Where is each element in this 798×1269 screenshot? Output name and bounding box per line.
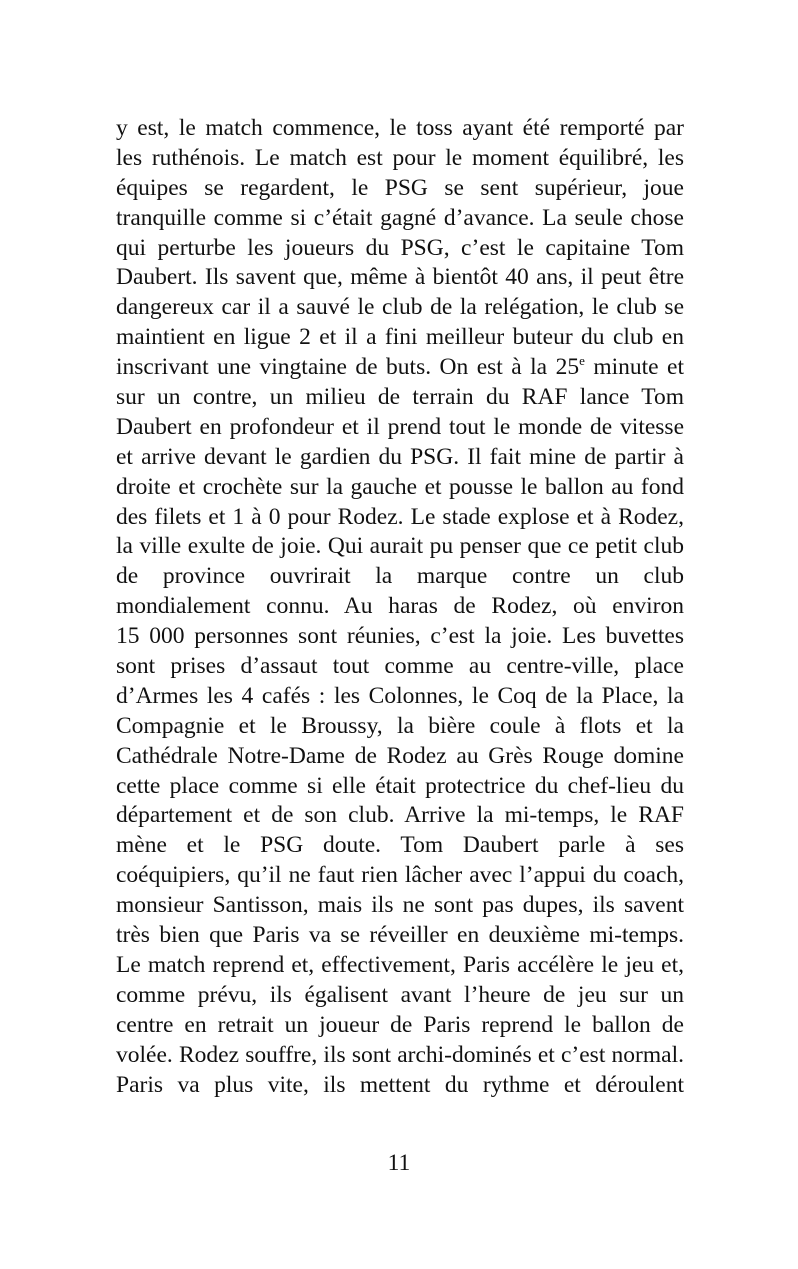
text-line-9-head: inscrivant une vingtaine de buts. On est à la 25 bbox=[116, 354, 580, 381]
text-line-9-tail: minute et bbox=[584, 354, 684, 381]
text-line-18: 15 000 personnes sont réunies, c’est la joie. Les buvettes bbox=[116, 623, 684, 650]
text-line-25: mène et le PSG doute. Tom Daubert parle à ses bbox=[116, 832, 684, 859]
text-line-32: volée. Rodez souffre, ils sont archi-dominés et c’est normal. bbox=[116, 1041, 684, 1068]
text-line-17: mondialement connu. Au haras de Rodez, où environ bbox=[116, 593, 684, 620]
text-line-22: Cathédrale Notre-Dame de Rodez au Grès Rouge domine bbox=[116, 742, 684, 769]
text-line-30: comme prévu, ils égalisent avant l’heure de jeu sur un bbox=[116, 981, 684, 1008]
text-line-26: coéquipiers, qu’il ne faut rien lâcher avec l’appui du coach, bbox=[116, 862, 684, 889]
text-line-31: centre en retrait un joueur de Paris reprend le ballon de bbox=[116, 1011, 684, 1038]
text-line-7: dangereux car il a sauvé le club de la relégation, le club se bbox=[116, 294, 684, 321]
text-line-33: Paris va plus vite, ils mettent du rythme et déroulent bbox=[116, 1071, 684, 1098]
text-line-9 bbox=[116, 353, 684, 383]
text-line-4: tranquille comme si c’était gagné d’avance. La seule chose bbox=[116, 204, 684, 231]
text-line-23: cette place comme si elle était protectrice du chef-lieu du bbox=[116, 772, 684, 799]
text-line-20: d’Armes les 4 cafés : les Colonnes, le Coq de la Place, la bbox=[116, 682, 684, 709]
text-line-28: très bien que Paris va se réveiller en deuxième mi-temps. bbox=[116, 922, 684, 949]
text-line-27: monsieur Santisson, mais ils ne sont pas dupes, ils savent bbox=[116, 892, 684, 919]
text-line-16: de province ouvrirait la marque contre un club bbox=[116, 563, 684, 590]
text-line-21: Compagnie et le Broussy, la bière coule à flots et la bbox=[116, 712, 684, 739]
text-line-14: des filets et 1 à 0 pour Rodez. Le stade explose et à Rodez, bbox=[116, 503, 684, 530]
text-line-8: maintient en ligue 2 et il a fini meilleur buteur du club en bbox=[116, 324, 684, 351]
text-line-29: Le match reprend et, effectivement, Paris accélère le jeu et, bbox=[116, 951, 684, 978]
text-line-10: sur un contre, un milieu de terrain du RAF lance Tom bbox=[116, 384, 684, 411]
text-line-1: y est, le match commence, le toss ayant été remporté par bbox=[116, 115, 684, 141]
text-line-6: Daubert. Ils savent que, même à bientôt 40 ans, il peut être bbox=[116, 264, 684, 291]
page-number: 11 bbox=[387, 1150, 411, 1176]
text-line-13: droite et crochète sur la gauche et pousse le ballon au fond bbox=[116, 473, 684, 500]
text-line-15: la ville exulte de joie. Qui aurait pu penser que ce petit club bbox=[116, 533, 684, 560]
text-line-19: sont prises d’assaut tout comme au centre-ville, place bbox=[116, 653, 684, 680]
text-line-3: équipes se regardent, le PSG se sent supérieur, joue bbox=[116, 174, 684, 201]
text-line-5: qui perturbe les joueurs du PSG, c’est le capitaine Tom bbox=[116, 234, 684, 261]
text-line-12: et arrive devant le gardien du PSG. Il fait mine de partir à bbox=[116, 443, 684, 470]
superscript-e: e bbox=[579, 353, 585, 369]
body-text bbox=[116, 114, 684, 1100]
text-line-2: les ruthénois. Le match est pour le moment équilibré, les bbox=[116, 144, 684, 171]
text-line-24: département et de son club. Arrive la mi-temps, le RAF bbox=[116, 802, 684, 829]
text-line-11: Daubert en profondeur et il prend tout le monde de vitesse bbox=[116, 413, 684, 440]
